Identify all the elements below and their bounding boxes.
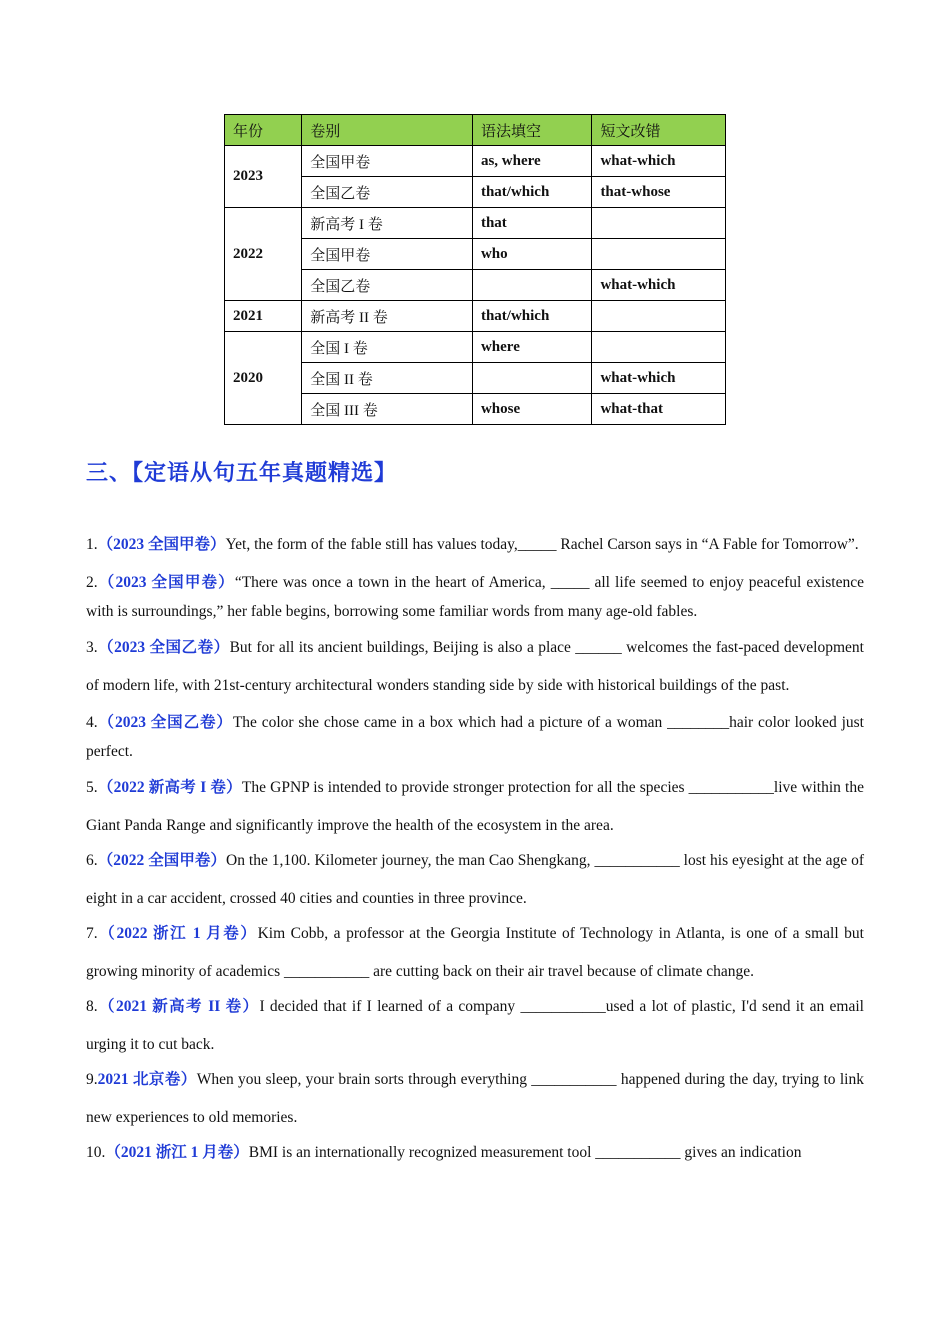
question-text: “There was once a town in the heart of America, _____ all life seemed to enjoy peaceful existence with is surroundings,” her fable begins, borrowing some familiar words from many age-old fables. <box>86 574 864 620</box>
table-row <box>225 146 726 177</box>
header-year: 年份 <box>225 115 302 146</box>
question-source: （2022 新高考 I 卷） <box>97 779 242 796</box>
header-paper: 卷别 <box>302 115 473 146</box>
question-source: （2022 浙江 1 月卷） <box>97 925 258 942</box>
question-item <box>86 1061 864 1137</box>
question-text: But for all its ancient buildings, Beijing is also a place ______ welcomes the fast-paced development of modern life, with 21st-century architectural wonders standing side by side with historical buildings of the past. <box>86 639 864 694</box>
question-list <box>86 526 864 1172</box>
error-correction-cell: what-which <box>592 270 726 301</box>
question-source: （2023 全国乙卷） <box>97 714 233 731</box>
question-number: 1. <box>86 536 98 553</box>
paper-cell: 全国乙卷 <box>302 270 473 301</box>
question-number: 6. <box>86 852 98 869</box>
year-cell: 2021 <box>225 301 302 332</box>
question-number: 9. <box>86 1071 98 1088</box>
table-header-row <box>225 115 726 146</box>
header-grammar-fill: 语法填空 <box>472 115 591 146</box>
year-cell: 2023 <box>225 146 302 208</box>
question-source: （2021 浙江 1 月卷） <box>105 1144 249 1161</box>
question-number: 2. <box>86 574 98 591</box>
question-source: 2021 北京卷） <box>97 1071 197 1088</box>
question-item <box>86 842 864 918</box>
question-item <box>86 988 864 1064</box>
table-row <box>225 332 726 363</box>
question-item <box>86 769 864 845</box>
question-number: 8. <box>86 998 98 1015</box>
paper-cell: 新高考 II 卷 <box>302 301 473 332</box>
error-correction-cell <box>592 332 726 363</box>
question-text: The GPNP is intended to provide stronger protection for all the species ___________live within the Giant Panda Range and significantly improve the health of the ecosystem in the area. <box>86 779 864 834</box>
year-cell: 2020 <box>225 332 302 425</box>
question-source: （2021 新高考 II 卷） <box>97 998 260 1015</box>
error-correction-cell: what-which <box>592 146 726 177</box>
grammar-fill-cell: that <box>472 208 591 239</box>
question-item <box>86 568 864 626</box>
question-text: BMI is an internationally recognized measurement tool ___________ gives an indication <box>248 1144 802 1161</box>
grammar-fill-cell: as, where <box>472 146 591 177</box>
question-source: （2023 全国甲卷） <box>97 574 235 591</box>
grammar-fill-cell <box>472 270 591 301</box>
question-text: Kim Cobb, a professor at the Georgia Institute of Technology in Atlanta, is one of a small but growing minority of academics ___________ are cutting back on their air travel because of climate change. <box>86 925 864 980</box>
question-number: 4. <box>86 714 98 731</box>
error-correction-cell: what-which <box>592 363 726 394</box>
error-correction-cell: what-that <box>592 394 726 425</box>
table-row <box>225 208 726 239</box>
paper-cell: 全国 II 卷 <box>302 363 473 394</box>
paper-cell: 全国甲卷 <box>302 146 473 177</box>
question-item <box>86 915 864 991</box>
year-cell: 2022 <box>225 208 302 301</box>
grammar-fill-cell: that/which <box>472 177 591 208</box>
question-source: （2023 全国乙卷） <box>97 639 230 656</box>
paper-cell: 全国 III 卷 <box>302 394 473 425</box>
question-number: 10. <box>86 1144 106 1161</box>
question-number: 5. <box>86 779 98 796</box>
question-item <box>86 526 864 564</box>
question-text: On the 1,100. Kilometer journey, the man Cao Shengkang, ___________ lost his eyesight at the age of eight in a car accident, crossed 40 cities and counties in three province. <box>86 852 864 907</box>
paper-cell: 新高考 I 卷 <box>302 208 473 239</box>
question-source: （2023 全国甲卷） <box>97 536 226 553</box>
error-correction-cell: that-whose <box>592 177 726 208</box>
question-item <box>86 708 864 766</box>
paper-cell: 全国甲卷 <box>302 239 473 270</box>
question-number: 7. <box>86 925 98 942</box>
paper-cell: 全国乙卷 <box>302 177 473 208</box>
grammar-fill-cell: where <box>472 332 591 363</box>
grammar-fill-cell: who <box>472 239 591 270</box>
question-text: When you sleep, your brain sorts through everything ___________ happened during the day, trying to link new experiences to old memories. <box>86 1071 864 1126</box>
question-text: I decided that if I learned of a company ___________used a lot of plastic, I'd send it an email urging it to cut back. <box>86 998 864 1053</box>
error-correction-cell <box>592 301 726 332</box>
question-number: 3. <box>86 639 98 656</box>
error-correction-cell <box>592 208 726 239</box>
section-heading: 三、【定语从句五年真题精选】 <box>86 461 398 486</box>
table-row <box>225 301 726 332</box>
grammar-fill-cell <box>472 363 591 394</box>
error-correction-cell <box>592 239 726 270</box>
question-text: The color she chose came in a box which had a picture of a woman ________hair color looked just perfect. <box>86 714 864 760</box>
header-error-correction: 短文改错 <box>592 115 726 146</box>
question-item <box>86 1134 864 1172</box>
question-source: （2022 全国甲卷） <box>97 852 227 869</box>
question-text: Yet, the form of the fable still has values today,_____ Rachel Carson says in “A Fable for Tomorrow”. <box>225 536 859 553</box>
summary-table <box>224 114 726 425</box>
grammar-fill-cell: that/which <box>472 301 591 332</box>
grammar-fill-cell: whose <box>472 394 591 425</box>
question-item <box>86 629 864 705</box>
paper-cell: 全国 I 卷 <box>302 332 473 363</box>
